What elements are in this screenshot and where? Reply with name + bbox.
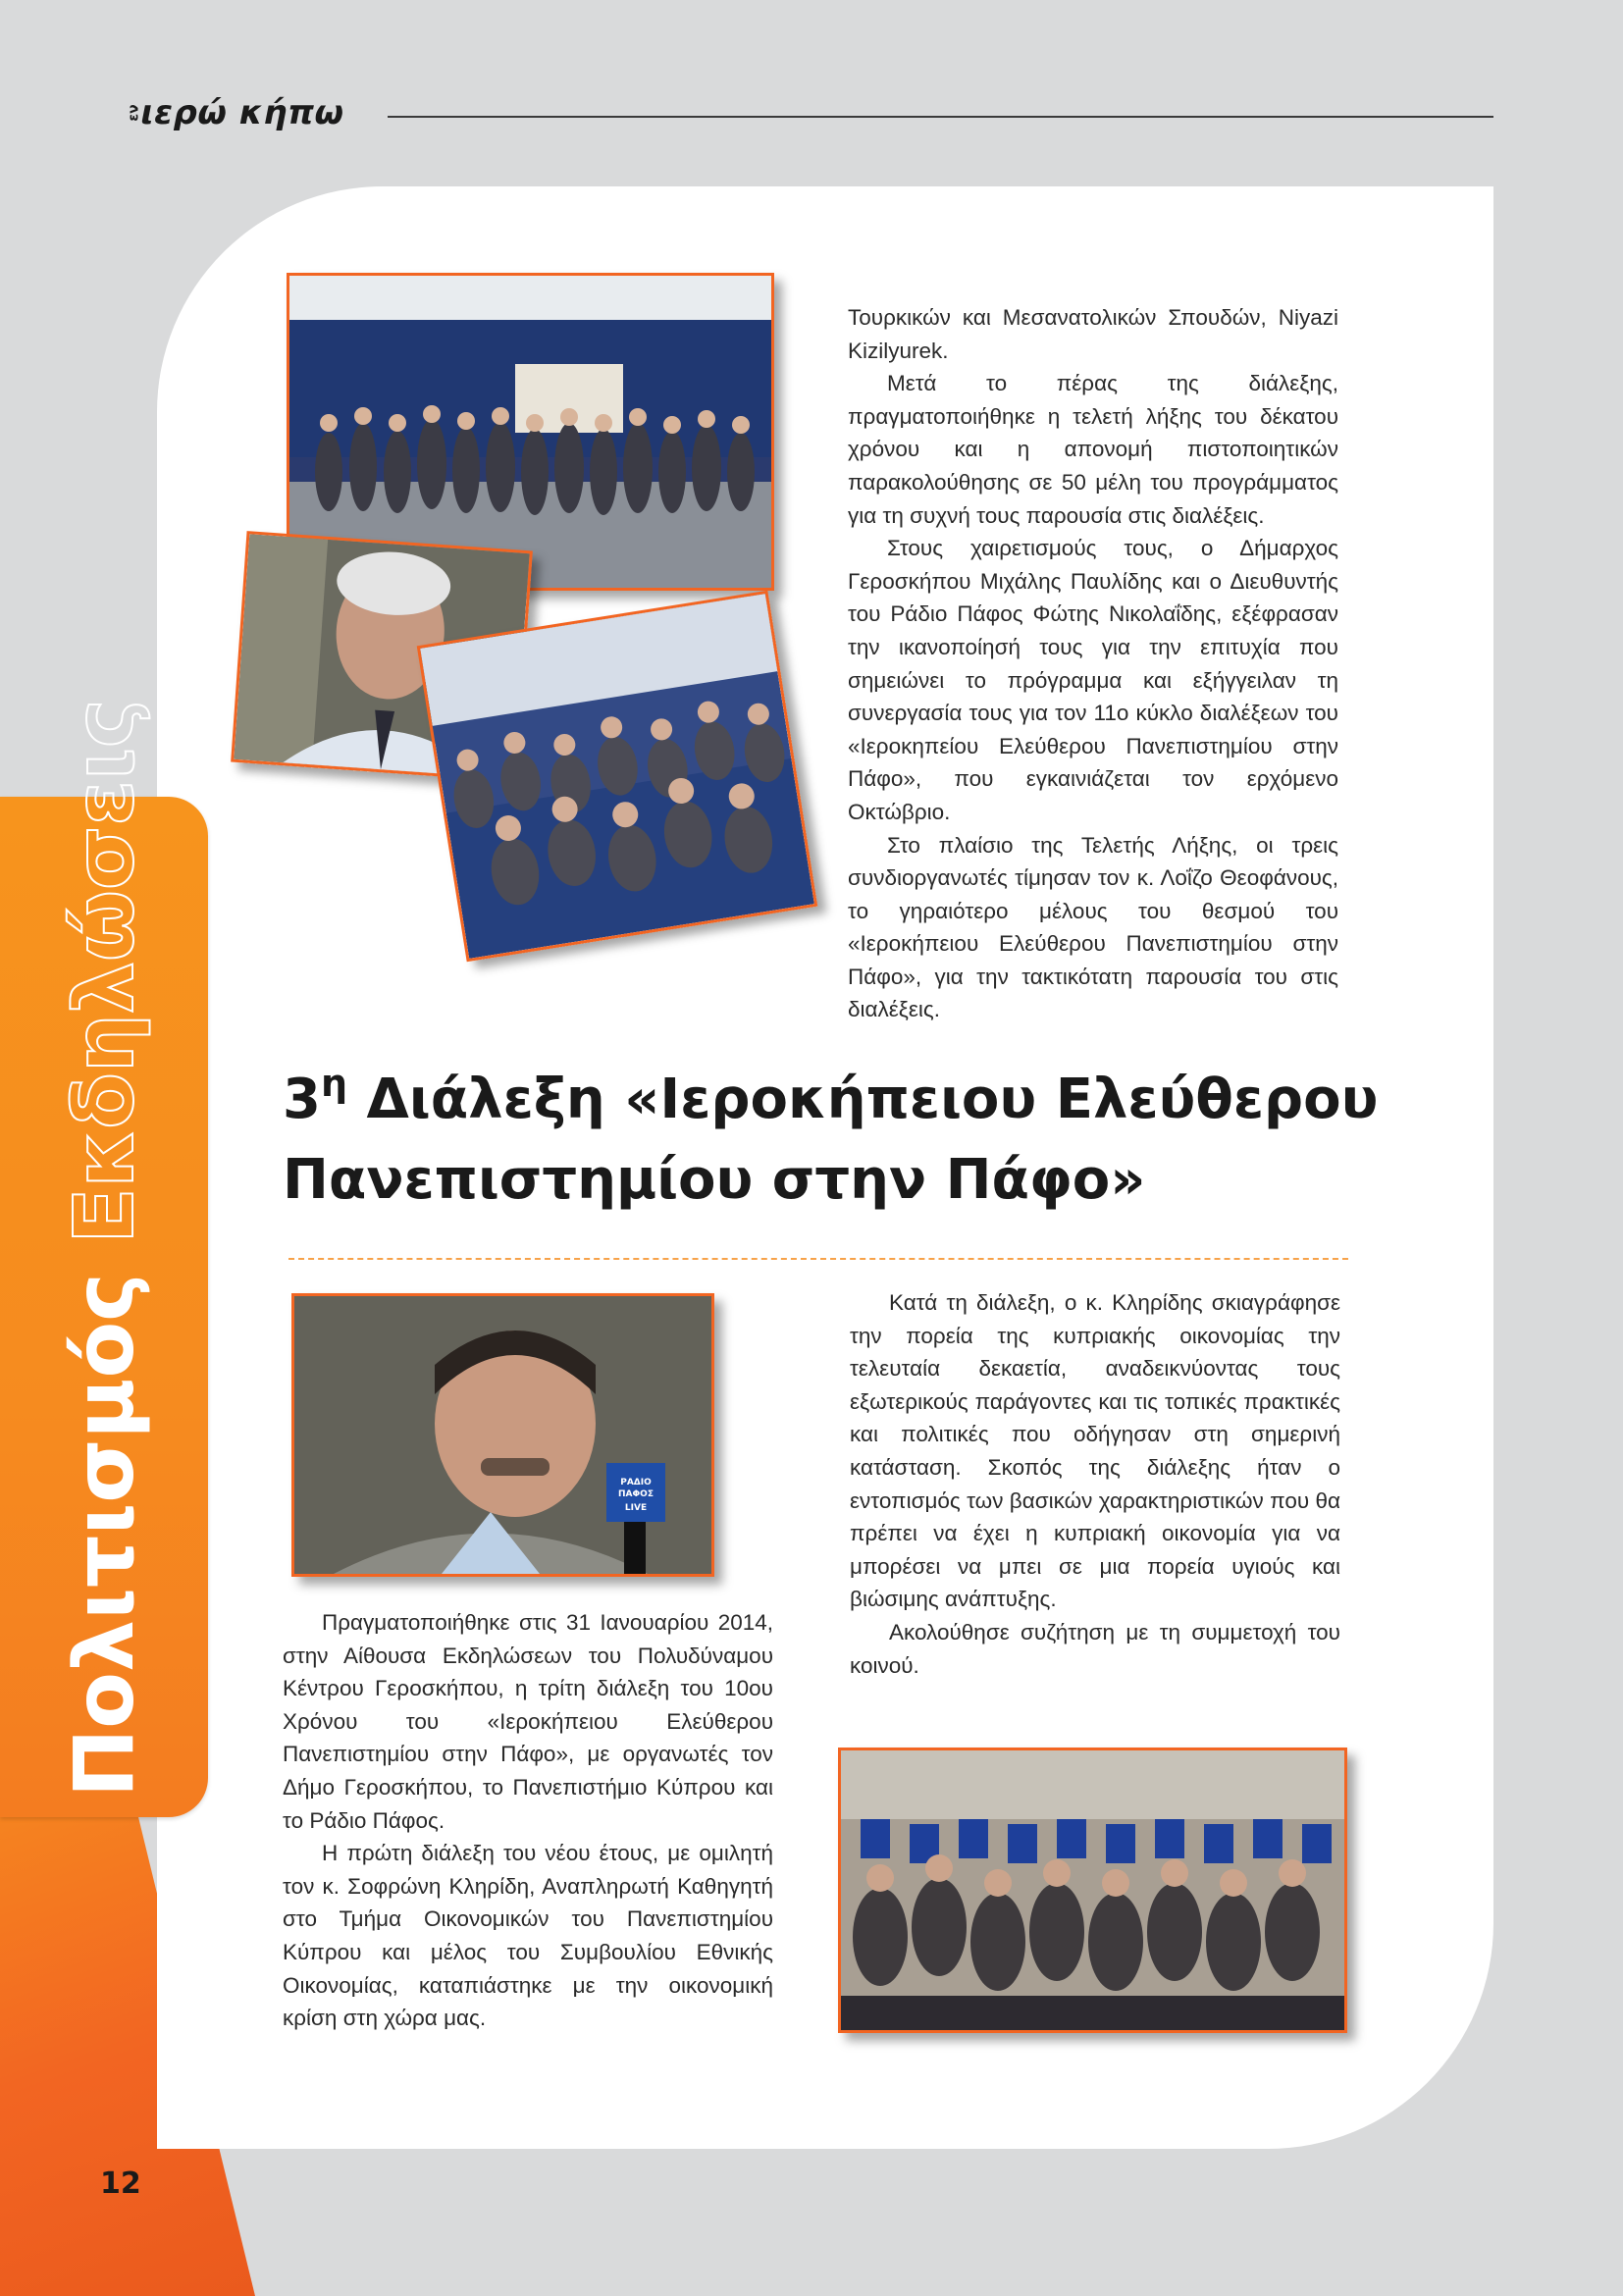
top-article-paragraph: Μετά το πέρας της διάλεξης, πραγματοποιήθηκε η τελετή λήξης του δέκατου χρόνου και η απονομή πιστοποιητικών παρακολούθησης σε 50 μέλη του προγράμματος για τη συχνή τους παρουσία στις διαλέξεις. — [848, 371, 1338, 528]
article-paragraph: Πραγματοποιήθηκε στις 31 Ιανουαρίου 2014, στην Αίθουσα Εκδηλώσεων του Πολυδύναμου Κέντρου Γεροσκήπου, η τρίτη διάλεξη του 10ου Χρόνου του «Ιεροκήπειου Ελεύθερου Πανεπιστημίου στην Πάφο», με οργανωτές τον Δήμο Γεροσκήπου, το Πανεπιστήμιο Κύπρου και το Ράδιο Πάφος. — [283, 1610, 773, 1833]
section-label-culture: Πολιτισμός — [56, 1273, 152, 1798]
masthead-title: ιερώ κήπω — [140, 93, 344, 132]
article-title-text: Διάλεξη «Ιεροκήπειου Ελεύθερου Πανεπιστημίου στην Πάφο» — [283, 1068, 1379, 1212]
svg-text:ΠΑΦΟΣ: ΠΑΦΟΣ — [618, 1489, 654, 1499]
photo-lecture-audience — [838, 1748, 1347, 2033]
top-article-text — [848, 301, 1338, 1026]
section-label-events: Εκδηλώσεις — [56, 699, 152, 1244]
svg-text:LIVE: LIVE — [624, 1503, 648, 1513]
article-title — [283, 1060, 1382, 1221]
svg-text:ΡΑΔΙΟ: ΡΑΔΙΟ — [620, 1478, 652, 1487]
masthead — [126, 93, 344, 132]
article-left-column — [283, 1606, 773, 2035]
article-paragraph: Κατά τη διάλεξη, ο κ. Κληρίδης σκιαγράφησε την πορεία της κυπριακής οικονομίας την τελευταία δεκαετία, αναδεικνύοντας τους εξωτερικούς παράγοντες και τις τοπικές πρακτικές και πολιτικές που οδήγησαν στη σημερινή κατάσταση. Σκοπός της διάλεξης ήταν ο εντοπισμός των βασικών χαρακτηριστικών που θα πρέπει να έχει η κυπριακή οικονομία για να μπορέσει να μπει σε μια πορεία υγιούς και βιώσιμης ανάπτυξης. — [850, 1290, 1340, 1612]
article-paragraph: Ακολούθησε συζήτηση με τη συμμετοχή του κοινού. — [850, 1619, 1340, 1678]
masthead-prefix: εν — [126, 104, 142, 122]
masthead-rule — [388, 116, 1493, 118]
title-divider — [288, 1258, 1348, 1260]
article-title-superscript: η — [320, 1062, 348, 1105]
top-article-paragraph: Στους χαιρετισμούς τους, ο Δήμαρχος Γεροσκήπου Μιχάλης Παυλίδης και ο Διευθυντής του Ράδιο Πάφος Φώτης Νικολαΐδης, εξέφρασαν την ικανοποίησή τους για την επιτυχία που σημειώνει το πρόγραμμα και εξήγγειλαν τη συνεργασία τους για τον 11ο κύκλο διαλέξεων του «Ιεροκηπείου Ελεύθερου Πανεπιστημίου στην Πάφο», που εγκαινιάζεται τον ερχόμενο Οκτώβριο. — [848, 536, 1338, 824]
article-right-column — [850, 1286, 1340, 1682]
photo-audience-seated — [417, 591, 818, 963]
photo-speaker-portrait — [291, 1293, 714, 1577]
top-article-paragraph: Τουρκικών και Μεσανατολικών Σπουδών, Niyazi Kizilyurek. — [848, 305, 1338, 363]
section-label — [56, 699, 152, 1798]
top-article-paragraph: Στο πλαίσιο της Τελετής Λήξης, οι τρεις συνδιοργανωτές τίμησαν τον κ. Λοΐζο Θεοφάνους, το γηραιότερο μέλους του θεσμού του «Ιεροκήπειου Ελεύθερου Πανεπιστημίου στην Πάφο», για την τακτικότατη παρουσία του στις διαλέξεις. — [848, 832, 1338, 1022]
article-paragraph: Η πρώτη διάλεξη του νέου έτους, με ομιλητή τον κ. Σοφρώνη Κληρίδη, Αναπληρωτή Καθηγητή στο Τμήμα Οικονομικών του Πανεπιστημίου Κύπρου και μέλος του Συμβουλίου Εθνικής Οικονομίας, καταπιάστηκε με την οικονομική κρίση στη χώρα μας. — [283, 1841, 773, 2031]
page-number: 12 — [100, 2166, 141, 2201]
article-title-number: 3 — [283, 1068, 321, 1131]
